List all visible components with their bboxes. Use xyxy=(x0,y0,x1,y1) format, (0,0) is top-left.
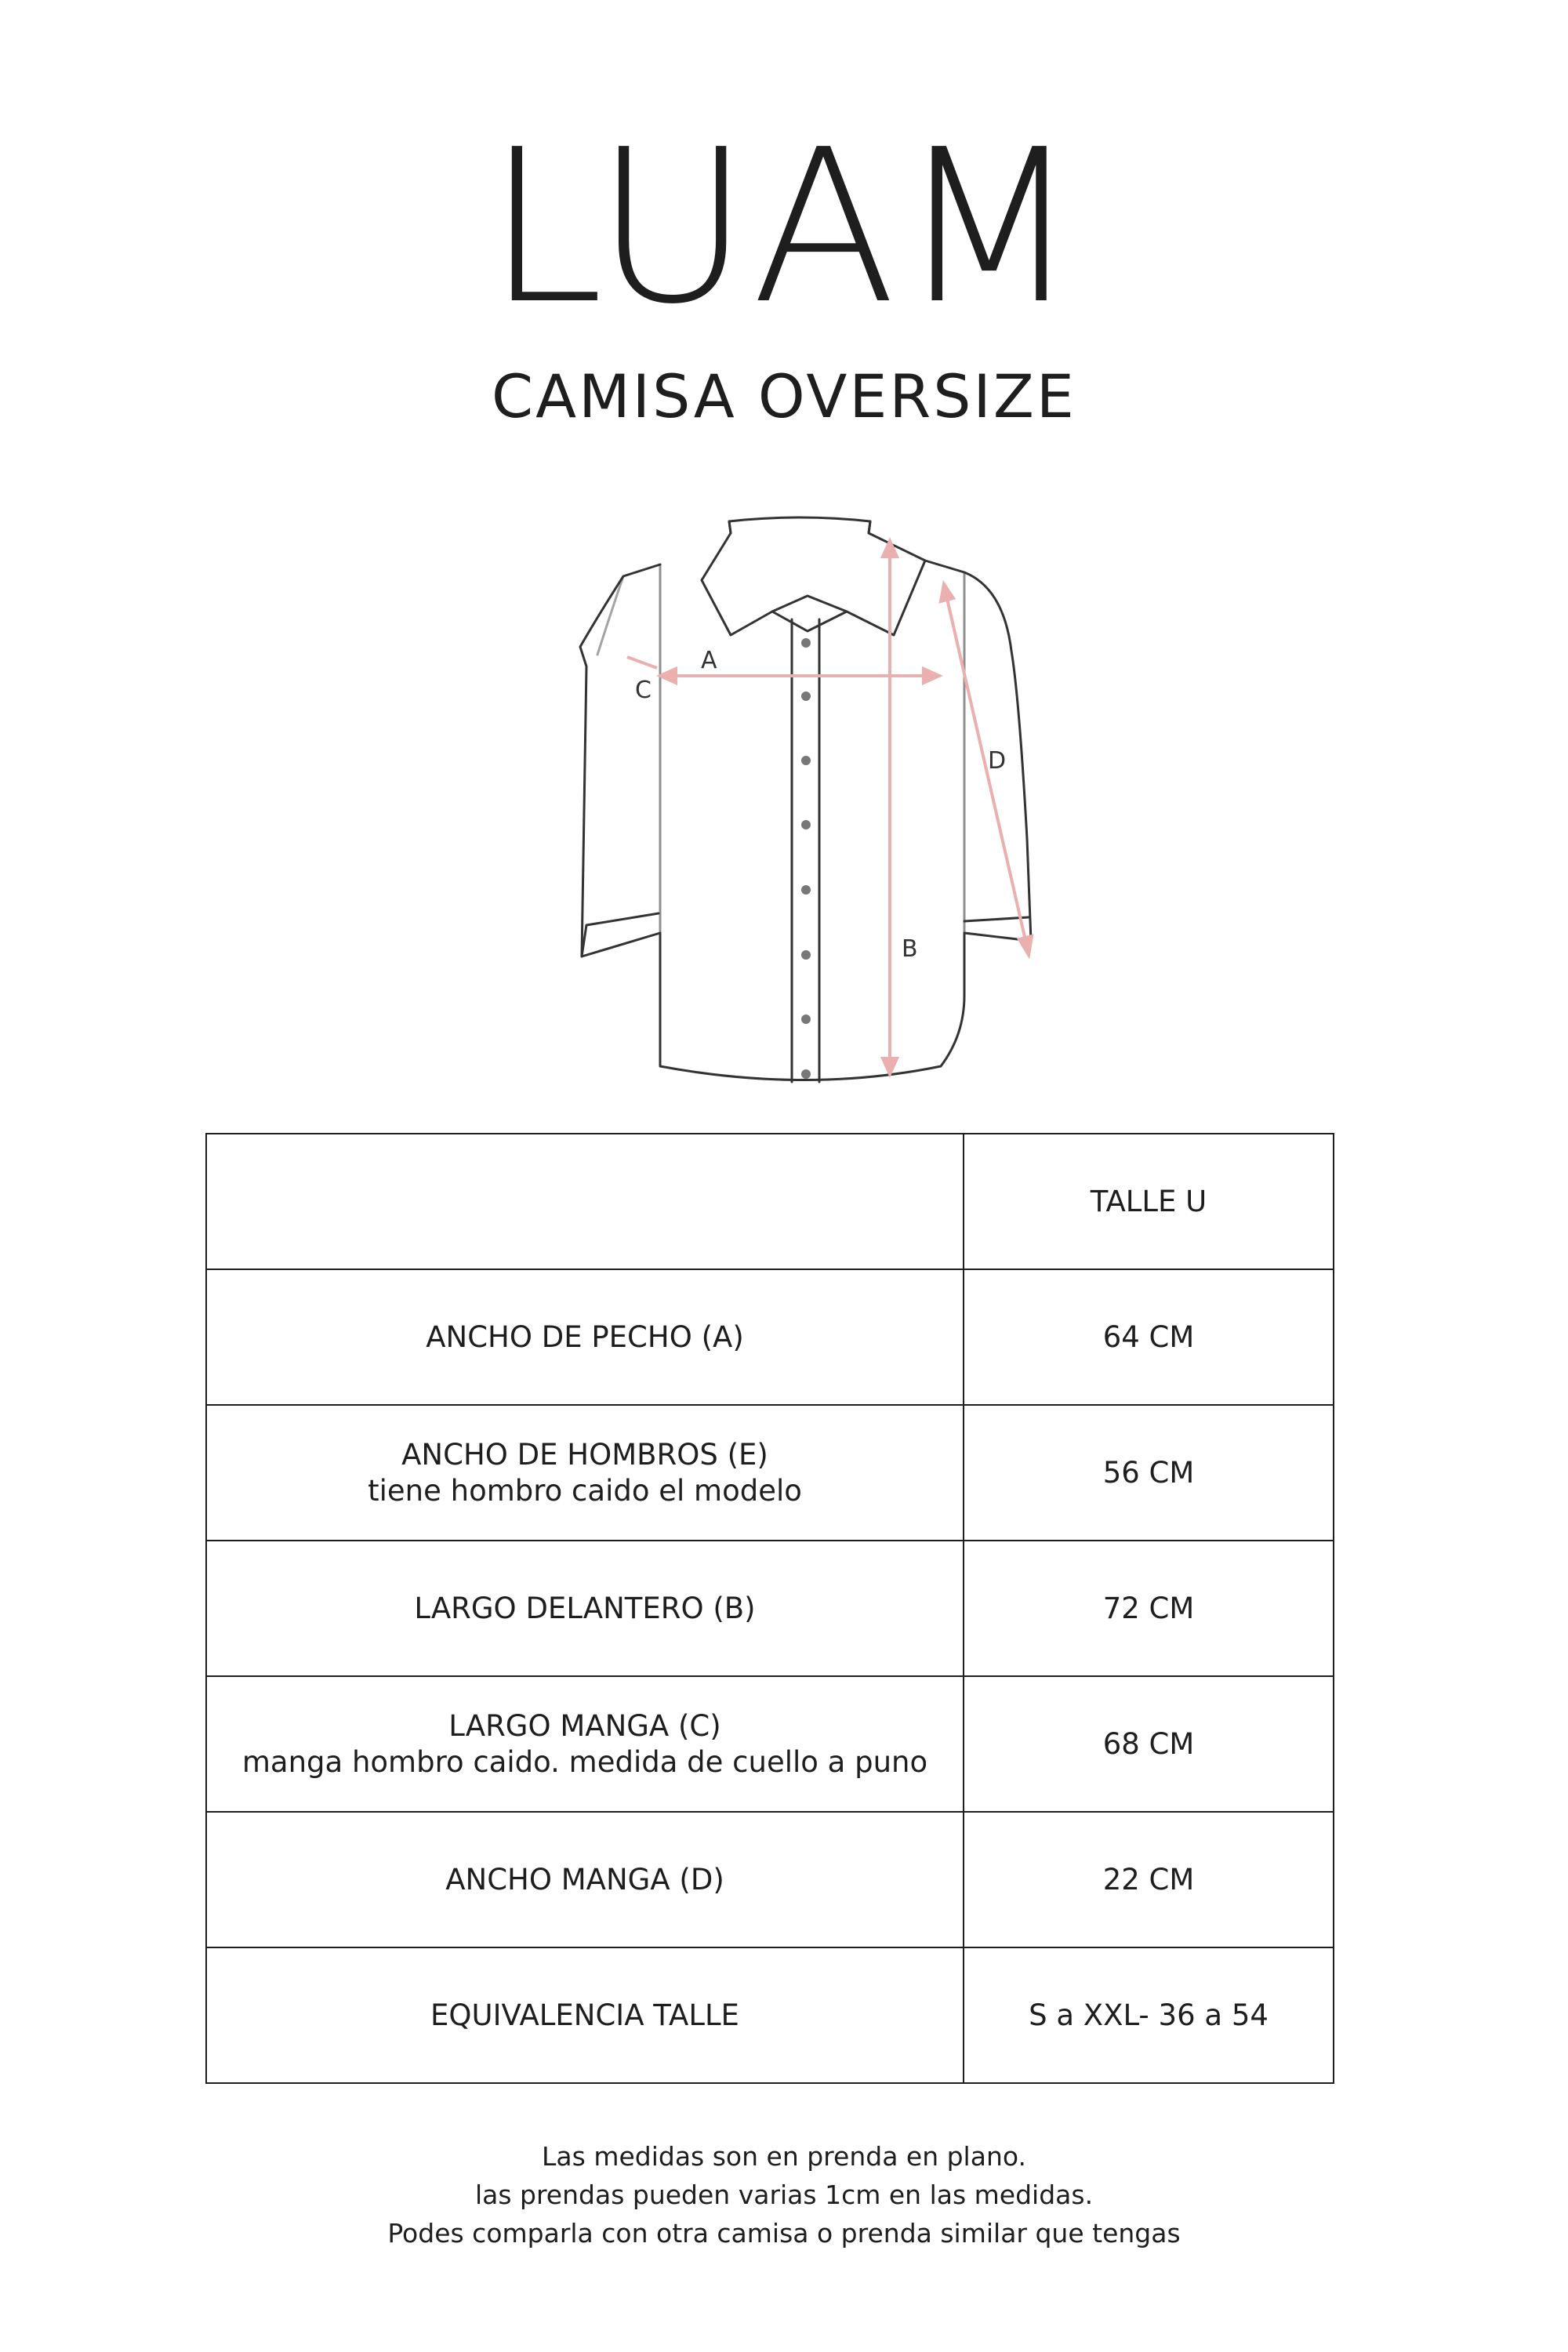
table-row xyxy=(206,1405,1334,1541)
row-label-cell xyxy=(206,1269,964,1405)
row-label-cell xyxy=(206,1676,964,1812)
shirt-diagram xyxy=(549,486,1051,1098)
product-title: CAMISA OVERSIZE xyxy=(492,361,1076,431)
note-line: Las medidas son en prenda en plano. xyxy=(542,2141,1026,2172)
row-label: LARGO MANGA (C) xyxy=(448,1708,721,1743)
row-value-cell: 56 CM xyxy=(964,1405,1334,1541)
row-value-cell: S a XXL- 36 a 54 xyxy=(964,1947,1334,2083)
shirt-placket xyxy=(792,619,819,1082)
row-value-cell: 72 CM xyxy=(964,1541,1334,1676)
row-value-cell: 68 CM xyxy=(964,1676,1334,1812)
row-label: ANCHO DE HOMBROS (E) xyxy=(401,1437,768,1472)
shirt-illustration xyxy=(549,486,1051,1098)
table-row xyxy=(206,1269,1334,1405)
shirt-buttons xyxy=(801,638,811,1079)
row-note: manga hombro caido. medida de cuello a puno xyxy=(241,1744,928,1779)
row-label-cell xyxy=(206,1405,964,1541)
size-chart-table xyxy=(205,1133,1334,2084)
table-row xyxy=(206,1812,1334,1947)
header-label-cell xyxy=(206,1134,964,1269)
row-label: ANCHO MANGA (D) xyxy=(445,1862,724,1896)
measure-arrow-d xyxy=(946,592,1027,947)
row-value-cell: 22 CM xyxy=(964,1812,1334,1947)
label-b: B xyxy=(902,935,918,963)
label-c: C xyxy=(635,677,652,704)
row-label-cell xyxy=(206,1541,964,1676)
measure-arrow-c xyxy=(627,657,657,668)
label-d: D xyxy=(988,747,1007,775)
table-row xyxy=(206,1947,1334,2083)
shirt-collar xyxy=(702,517,925,635)
measurement-notes xyxy=(0,2137,1568,2252)
row-note: tiene hombro caido el modelo xyxy=(368,1473,802,1508)
brand-logo: LUAM xyxy=(485,103,1083,350)
row-label: ANCHO DE PECHO (A) xyxy=(426,1319,744,1354)
table-row xyxy=(206,1541,1334,1676)
row-label-cell xyxy=(206,1947,964,2083)
row-label: EQUIVALENCIA TALLE xyxy=(430,1998,739,2032)
row-label: LARGO DELANTERO (B) xyxy=(414,1591,756,1625)
table-row xyxy=(206,1676,1334,1812)
note-line: Podes comparla con otra camisa o prenda similar que tengas xyxy=(387,2218,1181,2249)
row-value-cell: 64 CM xyxy=(964,1269,1334,1405)
row-label-cell xyxy=(206,1812,964,1947)
note-line: las prendas pueden varias 1cm en las medidas. xyxy=(474,2180,1094,2210)
label-a: A xyxy=(701,647,717,674)
header-size-cell: TALLE U xyxy=(964,1134,1334,1269)
table-header-row xyxy=(206,1134,1334,1269)
